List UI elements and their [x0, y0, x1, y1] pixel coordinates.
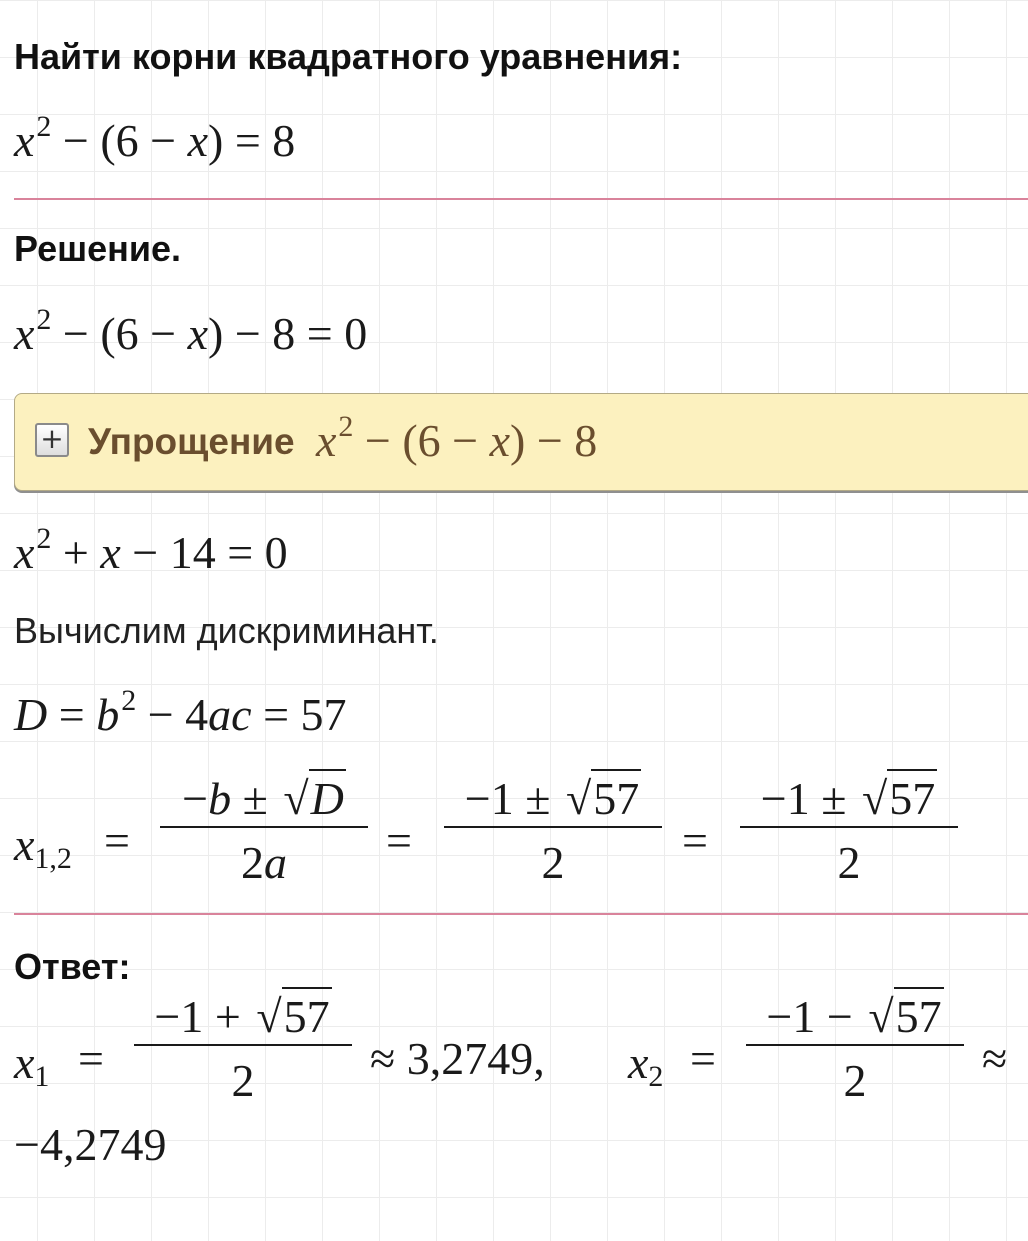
approx-sign: ≈ [982, 1033, 1008, 1084]
divider-top [14, 198, 1028, 200]
equals-sign: = [690, 1033, 716, 1084]
simplify-expression: $x^2 - (6 - x) - 8$ [316, 410, 598, 466]
answer-x2-approx: −4,2749 [14, 1119, 167, 1170]
answer-heading: Ответ: [14, 946, 131, 987]
answer-x2-fraction: −1 − √57 2 [746, 994, 964, 1104]
expand-icon[interactable]: + [35, 423, 69, 457]
answer-x1-lhs: $x_1$ [14, 1037, 50, 1093]
equation-step1: $x^2 - (6 - x) - 8 = 0$ [14, 303, 368, 359]
answer-x1-fraction: −1 + √57 2 [134, 994, 352, 1104]
roots-fraction-general: −b ± √D 2a [160, 776, 368, 886]
discriminant-formula: $D = b^2 - 4ac = 57$ [14, 684, 347, 740]
solution-heading: Решение. [14, 228, 182, 269]
roots-lhs: $x_{1,2}$ [14, 819, 72, 875]
roots-fraction-simplified: −1 ± √57 2 [740, 776, 958, 886]
answer-x1-approx: ≈ 3,2749, [370, 1033, 545, 1084]
answer-x2-lhs: $x_2$ [628, 1037, 664, 1093]
divider-bottom [14, 913, 1028, 915]
roots-fraction-substituted: −1 ± √57 2 [444, 776, 662, 886]
problem-title: Найти корни квадратного уравнения: [14, 36, 683, 77]
problem-equation: $x^2 - (6 - x) = 8$ [14, 110, 296, 166]
equals-sign: = [104, 815, 130, 866]
simplify-label[interactable]: Упрощение [88, 421, 295, 462]
equals-sign: = [682, 815, 708, 866]
equals-sign: = [386, 815, 412, 866]
equation-step2: $x^2 + x - 14 = 0$ [14, 522, 288, 578]
discriminant-text: Вычислим дискриминант. [14, 610, 439, 651]
equals-sign: = [78, 1033, 104, 1084]
